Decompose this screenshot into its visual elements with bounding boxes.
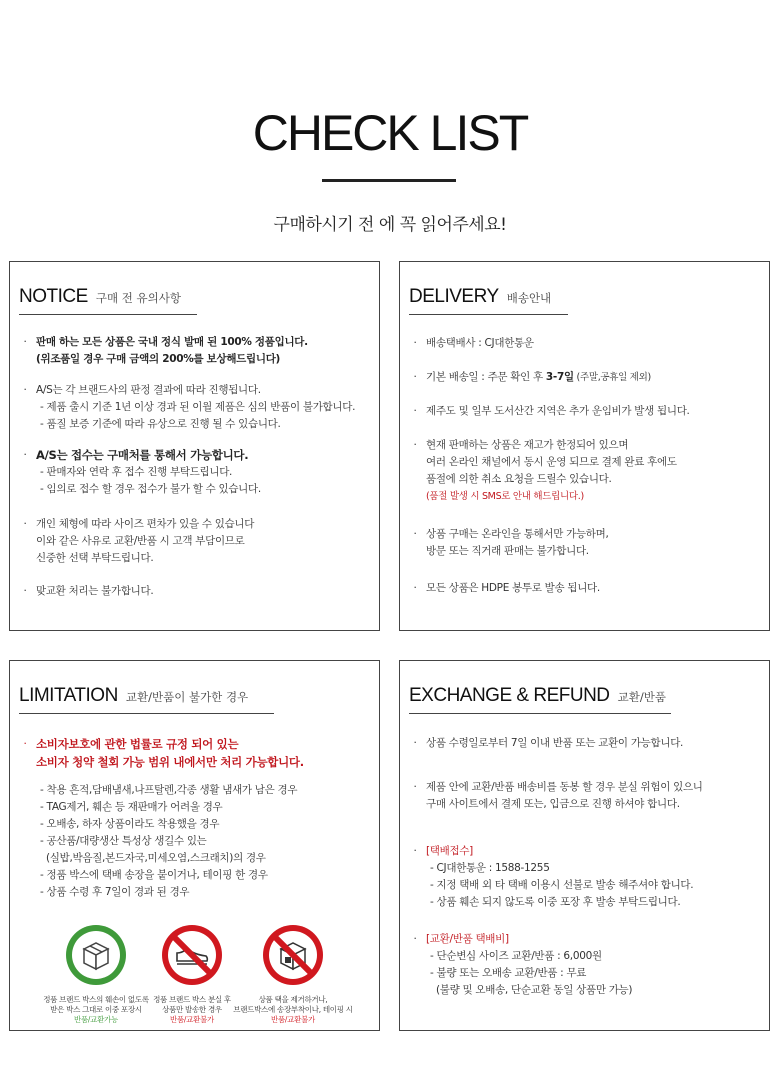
exchange-heading-rule — [409, 713, 671, 714]
shoe-forbidden-status: 반품/교환불가 — [170, 1015, 214, 1024]
courier-label: [택배접수] — [426, 845, 473, 857]
notice-text: - 판매자와 연락 후 접수 진행 부탁드립니다. — [40, 466, 233, 478]
delivery-subtitle: 배송안내 — [506, 291, 552, 305]
notice-heading-rule — [19, 314, 197, 315]
delivery-item-stock: · 현재 판매하는 상품은 재고가 한정되어 있으며 여러 온라인 채널에서 동시 운영 되므로 결제 완료 후에도 품절에 의한 취소 요청을 드릴수 있습니다. (품절 발생 시 SMS로 안내 해드립니다.) — [410, 437, 763, 505]
limitation-text: - 착용 흔적,담배냄새,나프탈렌,각종 생활 냄새가 남은 경우 — [40, 784, 298, 796]
notice-title: NOTICE — [19, 286, 88, 307]
notice-text: - 제품 출시 기준 1년 이상 경과 된 이월 제품은 심의 반품이 불가합니다. — [40, 401, 356, 413]
delivery-text: 모든 상품은 HDPE 봉투로 발송 됩니다. — [426, 582, 600, 594]
delivery-heading-rule — [409, 314, 568, 315]
notice-text: A/S는 접수는 구매처를 통해서 가능합니다. — [36, 448, 249, 462]
notice-text: 신중한 선택 부탁드립니다. — [36, 552, 154, 564]
limitation-warning: · 소비자보호에 관한 법률로 규정 되어 있는 소비자 청약 철회 가능 범위 내에서만 처리 가능합니다. — [20, 735, 373, 771]
delivery-text: 방문 또는 직거래 판매는 불가합니다. — [426, 545, 589, 557]
fee-text: - 불량 또는 오배송 교환/반품 : 무료 — [430, 967, 587, 979]
notice-text: 맞교환 처리는 불가합니다. — [36, 585, 154, 597]
exchange-courier: · [택배접수] - CJ대한통운 : 1588-1255 - 지정 택배 외 타 택배 이용시 선불로 발송 해주셔야 합니다. - 상품 훼손 되지 않도록 이중 포장 후 발송 부탁드립니다. — [410, 843, 763, 911]
exchange-text: 제품 안에 교환/반품 배송비를 동봉 할 경우 분실 위험이 있으니 — [426, 781, 703, 793]
notice-heading — [19, 286, 181, 308]
limitation-warning-text: 소비자보호에 관한 법률로 규정 되어 있는 — [36, 737, 239, 751]
courier-text: - 상품 훼손 되지 않도록 이중 포장 후 발송 부탁드립니다. — [430, 896, 681, 908]
tape-forbidden-caption: 브랜드박스에 송장부착이나, 테이핑 시 — [233, 1005, 353, 1014]
notice-item-as-intake: · A/S는 접수는 구매처를 통해서 가능합니다. - 판매자와 연락 후 접수 진행 부탁드립니다. - 임의로 접수 할 경우 접수가 불가 할 수 있습니다. — [20, 447, 373, 498]
exchange-subtitle: 교환/반품 — [617, 690, 666, 704]
delivery-text: 기본 배송일 : 주문 확인 후 — [426, 371, 546, 383]
limitation-heading — [19, 685, 248, 707]
page-subtitle: 구매하시기 전 에 꼭 읽어주세요! — [273, 215, 507, 235]
delivery-title: DELIVERY — [409, 286, 499, 307]
notice-item-size: · 개인 체형에 따라 사이즈 편차가 있을 수 있습니다 이와 같은 사유로 교환/반품 시 고객 부담이므로 신중한 선택 부탁드립니다. — [20, 516, 373, 567]
exchange-item-shipping-fee: · 제품 안에 교환/반품 배송비를 동봉 할 경우 분실 위험이 있으니 구매 사이트에서 결제 또는, 입금으로 진행 하셔야 합니다. — [410, 779, 763, 813]
delivery-text: 배송택배사 : CJ대한통운 — [426, 337, 534, 349]
delivery-text: 현재 판매하는 상품은 재고가 한정되어 있으며 — [426, 439, 629, 451]
shoe-forbidden-caption: 정품 브랜드 박스 분실 후 — [153, 995, 231, 1004]
shoe-forbidden-caption: 상품만 발송한 경우 — [162, 1005, 222, 1014]
delivery-item-online: · 상품 구매는 온라인을 통해서만 가능하며, 방문 또는 직거래 판매는 불가합니다. — [410, 526, 763, 560]
limitation-list — [20, 782, 373, 901]
limitation-title: LIMITATION — [19, 685, 118, 706]
delivery-sms-note: (품절 발생 시 SMS로 안내 해드립니다.) — [426, 491, 584, 502]
notice-item-as-result: · A/S는 각 브랜드사의 판정 결과에 따라 진행됩니다. - 제품 출시 기준 1년 이상 경과 된 이월 제품은 심의 반품이 불가합니다. - 품질 보증 기준에 따라 유상으로 진행 될 수 있습니다. — [20, 382, 373, 433]
fee-text: - 단순변심 사이즈 교환/반품 : 6,000원 — [430, 950, 602, 962]
exchange-section — [399, 660, 770, 1031]
limitation-text: - 정품 박스에 택배 송장을 붙이거나, 테이핑 한 경우 — [40, 869, 268, 881]
taped-box-forbidden-icon — [261, 923, 325, 987]
notice-text: - 품질 보증 기준에 따라 유상으로 진행 될 수 있습니다. — [40, 418, 281, 430]
title-divider — [322, 179, 456, 182]
courier-text: - CJ대한통운 : 1588-1255 — [430, 862, 550, 874]
delivery-text: 여러 온라인 채널에서 동시 운영 되므로 결제 완료 후에도 — [426, 456, 677, 468]
delivery-text: 상품 구매는 온라인을 통해서만 가능하며, — [426, 528, 609, 540]
limitation-text: - 오배송, 하자 상품이라도 착용했을 경우 — [40, 818, 220, 830]
limitation-subtitle: 교환/반품이 불가한 경우 — [125, 690, 249, 704]
limitation-text: (실밥,박음질,본드자국,미세오염,스크래치)의 경우 — [46, 852, 266, 864]
box-ok-icon — [64, 923, 128, 987]
notice-text: A/S는 각 브랜드사의 판정 결과에 따라 진행됩니다. — [36, 384, 261, 396]
limitation-text: - 공산품/대량생산 특성상 생길수 있는 — [40, 835, 207, 847]
notice-text: 개인 체형에 따라 사이즈 편차가 있을 수 있습니다 — [36, 518, 255, 530]
notice-item-genuine: · 판매 하는 모든 상품은 국내 정식 발매 된 100% 정품입니다. (위조품일 경우 구매 금액의 200%를 보상해드립니다) — [20, 334, 373, 368]
courier-text: - 지정 택배 외 타 택배 이용시 선불로 발송 해주셔야 합니다. — [430, 879, 694, 891]
delivery-text: 품절에 의한 취소 요청을 드릴수 있습니다. — [426, 473, 612, 485]
limitation-warning-text: 소비자 청약 철회 가능 범위 내에서만 처리 가능합니다. — [36, 755, 304, 769]
box-ok-status: 반품/교환가능 — [74, 1015, 118, 1024]
notice-text: 이와 같은 사유로 교환/반품 시 고객 부담이므로 — [36, 535, 245, 547]
notice-subtitle: 구매 전 유의사항 — [95, 291, 181, 305]
exchange-title: EXCHANGE & REFUND — [409, 685, 610, 706]
exchange-item-period: · 상품 수령일로부터 7일 이내 반품 또는 교환이 가능합니다. — [410, 735, 763, 752]
fee-text: (불량 및 오배송, 단순교환 동일 상품만 가능) — [436, 984, 633, 996]
tape-forbidden-figure — [233, 923, 353, 1025]
delivery-heading — [409, 286, 551, 308]
delivery-text: (주말,공휴일 제외) — [573, 372, 651, 383]
delivery-item-jeju: · 제주도 및 일부 도서산간 지역은 추가 운임비가 발생 됩니다. — [410, 403, 763, 420]
exchange-text: 구매 사이트에서 결제 또는, 입금으로 진행 하셔야 합니다. — [426, 798, 680, 810]
delivery-days-value: 3-7일 — [545, 371, 574, 383]
delivery-item-courier: · 배송택배사 : CJ대한통운 — [410, 335, 763, 352]
exchange-fee: · [교환/반품 택배비] - 단순변심 사이즈 교환/반품 : 6,000원 - 불량 또는 오배송 교환/반품 : 무료 (불량 및 오배송, 단순교환 동일 상품만 가능) — [410, 931, 763, 999]
tape-forbidden-caption: 상품 택을 제거하거나, — [258, 995, 328, 1004]
delivery-item-hdpe: · 모든 상품은 HDPE 봉투로 발송 됩니다. — [410, 580, 763, 597]
tape-forbidden-status: 반품/교환불가 — [271, 1015, 315, 1024]
exchange-heading — [409, 685, 666, 707]
shoe-box-forbidden-icon — [160, 923, 224, 987]
limitation-section — [9, 660, 380, 1031]
limitation-text: - TAG제거, 훼손 등 재판매가 어려울 경우 — [40, 801, 223, 813]
delivery-section — [399, 261, 770, 631]
fee-label: [교환/반품 택배비] — [426, 933, 509, 945]
notice-text: 판매 하는 모든 상품은 국내 정식 발매 된 100% 정품입니다. — [36, 336, 308, 348]
notice-text: - 임의로 접수 할 경우 접수가 불가 할 수 있습니다. — [40, 483, 261, 495]
box-ok-caption: 정품 브랜드 박스의 훼손이 없도록 — [43, 995, 149, 1004]
delivery-text: 제주도 및 일부 도서산간 지역은 추가 운임비가 발생 됩니다. — [426, 405, 690, 417]
page-title: CHECK LIST — [252, 105, 528, 161]
exchange-text: 상품 수령일로부터 7일 이내 반품 또는 교환이 가능합니다. — [426, 737, 684, 749]
box-ok-caption: 받은 박스 그대로 이중 포장시 — [50, 1005, 142, 1014]
notice-item-swap: · 맞교환 처리는 불가합니다. — [20, 583, 373, 600]
notice-section — [9, 261, 380, 631]
notice-text: (위조품일 경우 구매 금액의 200%를 보상해드립니다) — [36, 353, 281, 365]
delivery-item-days: · 기본 배송일 : 주문 확인 후 3-7일 (주말,공휴일 제외) — [413, 371, 651, 383]
limitation-heading-rule — [19, 713, 274, 714]
limitation-text: - 상품 수령 후 7일이 경과 된 경우 — [40, 886, 190, 898]
